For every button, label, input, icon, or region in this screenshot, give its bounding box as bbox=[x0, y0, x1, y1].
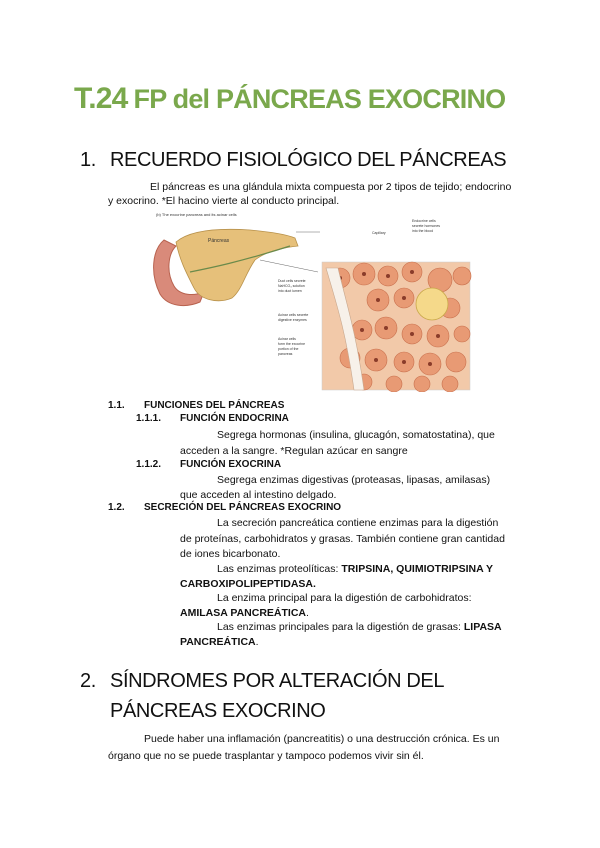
subsection-1-1-heading bbox=[108, 400, 284, 411]
endocrine-line-2: acceden a la sangre. *Regulan azúcar en sangre bbox=[180, 445, 408, 457]
subsection-1-2-number: 1.2. bbox=[108, 502, 125, 513]
p4-end: . bbox=[255, 636, 259, 648]
section-1-heading-text: RECUERDO FISIOLÓGICO DEL PÁNCREAS bbox=[110, 149, 507, 171]
subsection-1-1-number: 1.1. bbox=[108, 400, 125, 411]
svg-text:Capillary: Capillary bbox=[372, 231, 386, 235]
title-text: FP del PÁNCREAS EXOCRINO bbox=[133, 84, 506, 114]
svg-text:Acinar cells: Acinar cells bbox=[278, 337, 296, 341]
secretion-p4-line-1 bbox=[217, 619, 502, 635]
exocrine-line-2: que acceden al intestino delgado. bbox=[180, 489, 337, 501]
svg-text:Acinar cells secrete: Acinar cells secrete bbox=[278, 313, 309, 317]
subsection-1-2-heading bbox=[108, 502, 341, 513]
svg-text:into duct lumen: into duct lumen bbox=[278, 289, 302, 293]
svg-text:Endocrine cells: Endocrine cells bbox=[412, 219, 436, 223]
section-2-heading-line-2: PÁNCREAS EXOCRINO bbox=[110, 700, 326, 722]
section-2-line-2: órgano que no se puede trasplantar y tampoco podemos vivir sin él. bbox=[108, 750, 424, 762]
secretion-p3-line-1: La enzima principal para la digestión de carbohidratos: bbox=[217, 592, 472, 604]
section-1-intro-line-2: y exocrino. *El hacino vierte al conducto principal. bbox=[108, 195, 340, 207]
lipase-word: LIPASA bbox=[463, 621, 502, 633]
svg-text:portion of the: portion of the bbox=[278, 347, 299, 351]
section-1-heading bbox=[80, 149, 506, 172]
lipase-label: Las enzimas principales para la digestión de grasas: bbox=[217, 621, 464, 633]
subsection-1-1-1-number: 1.1.1. bbox=[136, 413, 162, 424]
p3-end: . bbox=[306, 607, 309, 619]
section-2-number: 2. bbox=[80, 670, 96, 692]
svg-text:NaHCO₃ solution: NaHCO₃ solution bbox=[278, 284, 305, 288]
proteolytic-enzymes: TRIPSINA, QUIMIOTRIPSINA Y bbox=[341, 563, 493, 575]
subsection-1-1-1-heading bbox=[136, 413, 289, 424]
secretion-p1-line-1: La secreción pancreática contiene enzimas para la digestión bbox=[217, 517, 499, 529]
endocrine-line-1: Segrega hormonas (insulina, glucagón, somatostatina), que bbox=[217, 429, 495, 441]
section-1-intro-line-1: El páncreas es una glándula mixta compuesta por 2 tipos de tejido; endocrino bbox=[150, 181, 512, 193]
proteolytic-label: Las enzimas proteolíticas: bbox=[217, 563, 342, 575]
document-title bbox=[74, 82, 505, 116]
pancreatic-amylase: AMILASA PANCREÁTICA bbox=[180, 607, 306, 619]
pancreatic-word: PANCREÁTICA bbox=[180, 636, 256, 648]
secretion-p1-line-3: de iones bicarbonato. bbox=[180, 548, 281, 560]
section-2-line-1: Puede haber una inflamación (pancreatitis) o una destrucción crónica. Es un bbox=[144, 733, 500, 745]
figure-caption: (b) The exocrine pancreas and its acinar cells bbox=[156, 212, 237, 217]
secretion-p4-line-2 bbox=[180, 634, 259, 650]
subsection-1-1-2-title: FUNCIÓN EXOCRINA bbox=[180, 459, 282, 470]
subsection-1-1-title: FUNCIONES DEL PÁNCREAS bbox=[144, 400, 285, 411]
svg-text:Duct cells secrete: Duct cells secrete bbox=[278, 279, 306, 283]
section-2-heading-text-1: SÍNDROMES POR ALTERACIÓN DEL bbox=[110, 670, 445, 692]
subsection-1-1-1-title: FUNCIÓN ENDOCRINA bbox=[180, 413, 289, 424]
subsection-1-1-2-number: 1.1.2. bbox=[136, 459, 162, 470]
section-1-number: 1. bbox=[80, 149, 96, 171]
subsection-1-2-title: SECRECIÓN DEL PÁNCREAS EXOCRINO bbox=[144, 502, 342, 513]
svg-text:form the exocrine: form the exocrine bbox=[278, 342, 306, 346]
pancreas-figure bbox=[150, 212, 472, 392]
title-number: T.24 bbox=[74, 82, 128, 115]
secretion-p1-line-2: de proteínas, carbohidratos y grasas. También contiene gran cantidad bbox=[180, 533, 505, 545]
svg-text:into the blood: into the blood bbox=[412, 229, 434, 233]
svg-text:Páncreas: Páncreas bbox=[208, 238, 230, 244]
exocrine-line-1: Segrega enzimas digestivas (proteasas, lipasas, amilasas) bbox=[217, 474, 491, 486]
carboxypolypeptidase: CARBOXIPOLIPEPTIDASA. bbox=[180, 578, 316, 590]
islet-shape bbox=[416, 288, 448, 320]
svg-text:pancreas: pancreas bbox=[278, 352, 293, 356]
secretion-p2-line-1 bbox=[217, 561, 493, 577]
svg-text:digestive enzymes: digestive enzymes bbox=[278, 318, 307, 322]
subsection-1-1-2-heading bbox=[136, 459, 281, 470]
svg-text:secrete hormones: secrete hormones bbox=[412, 224, 441, 228]
section-2-heading-line-1 bbox=[80, 670, 444, 693]
